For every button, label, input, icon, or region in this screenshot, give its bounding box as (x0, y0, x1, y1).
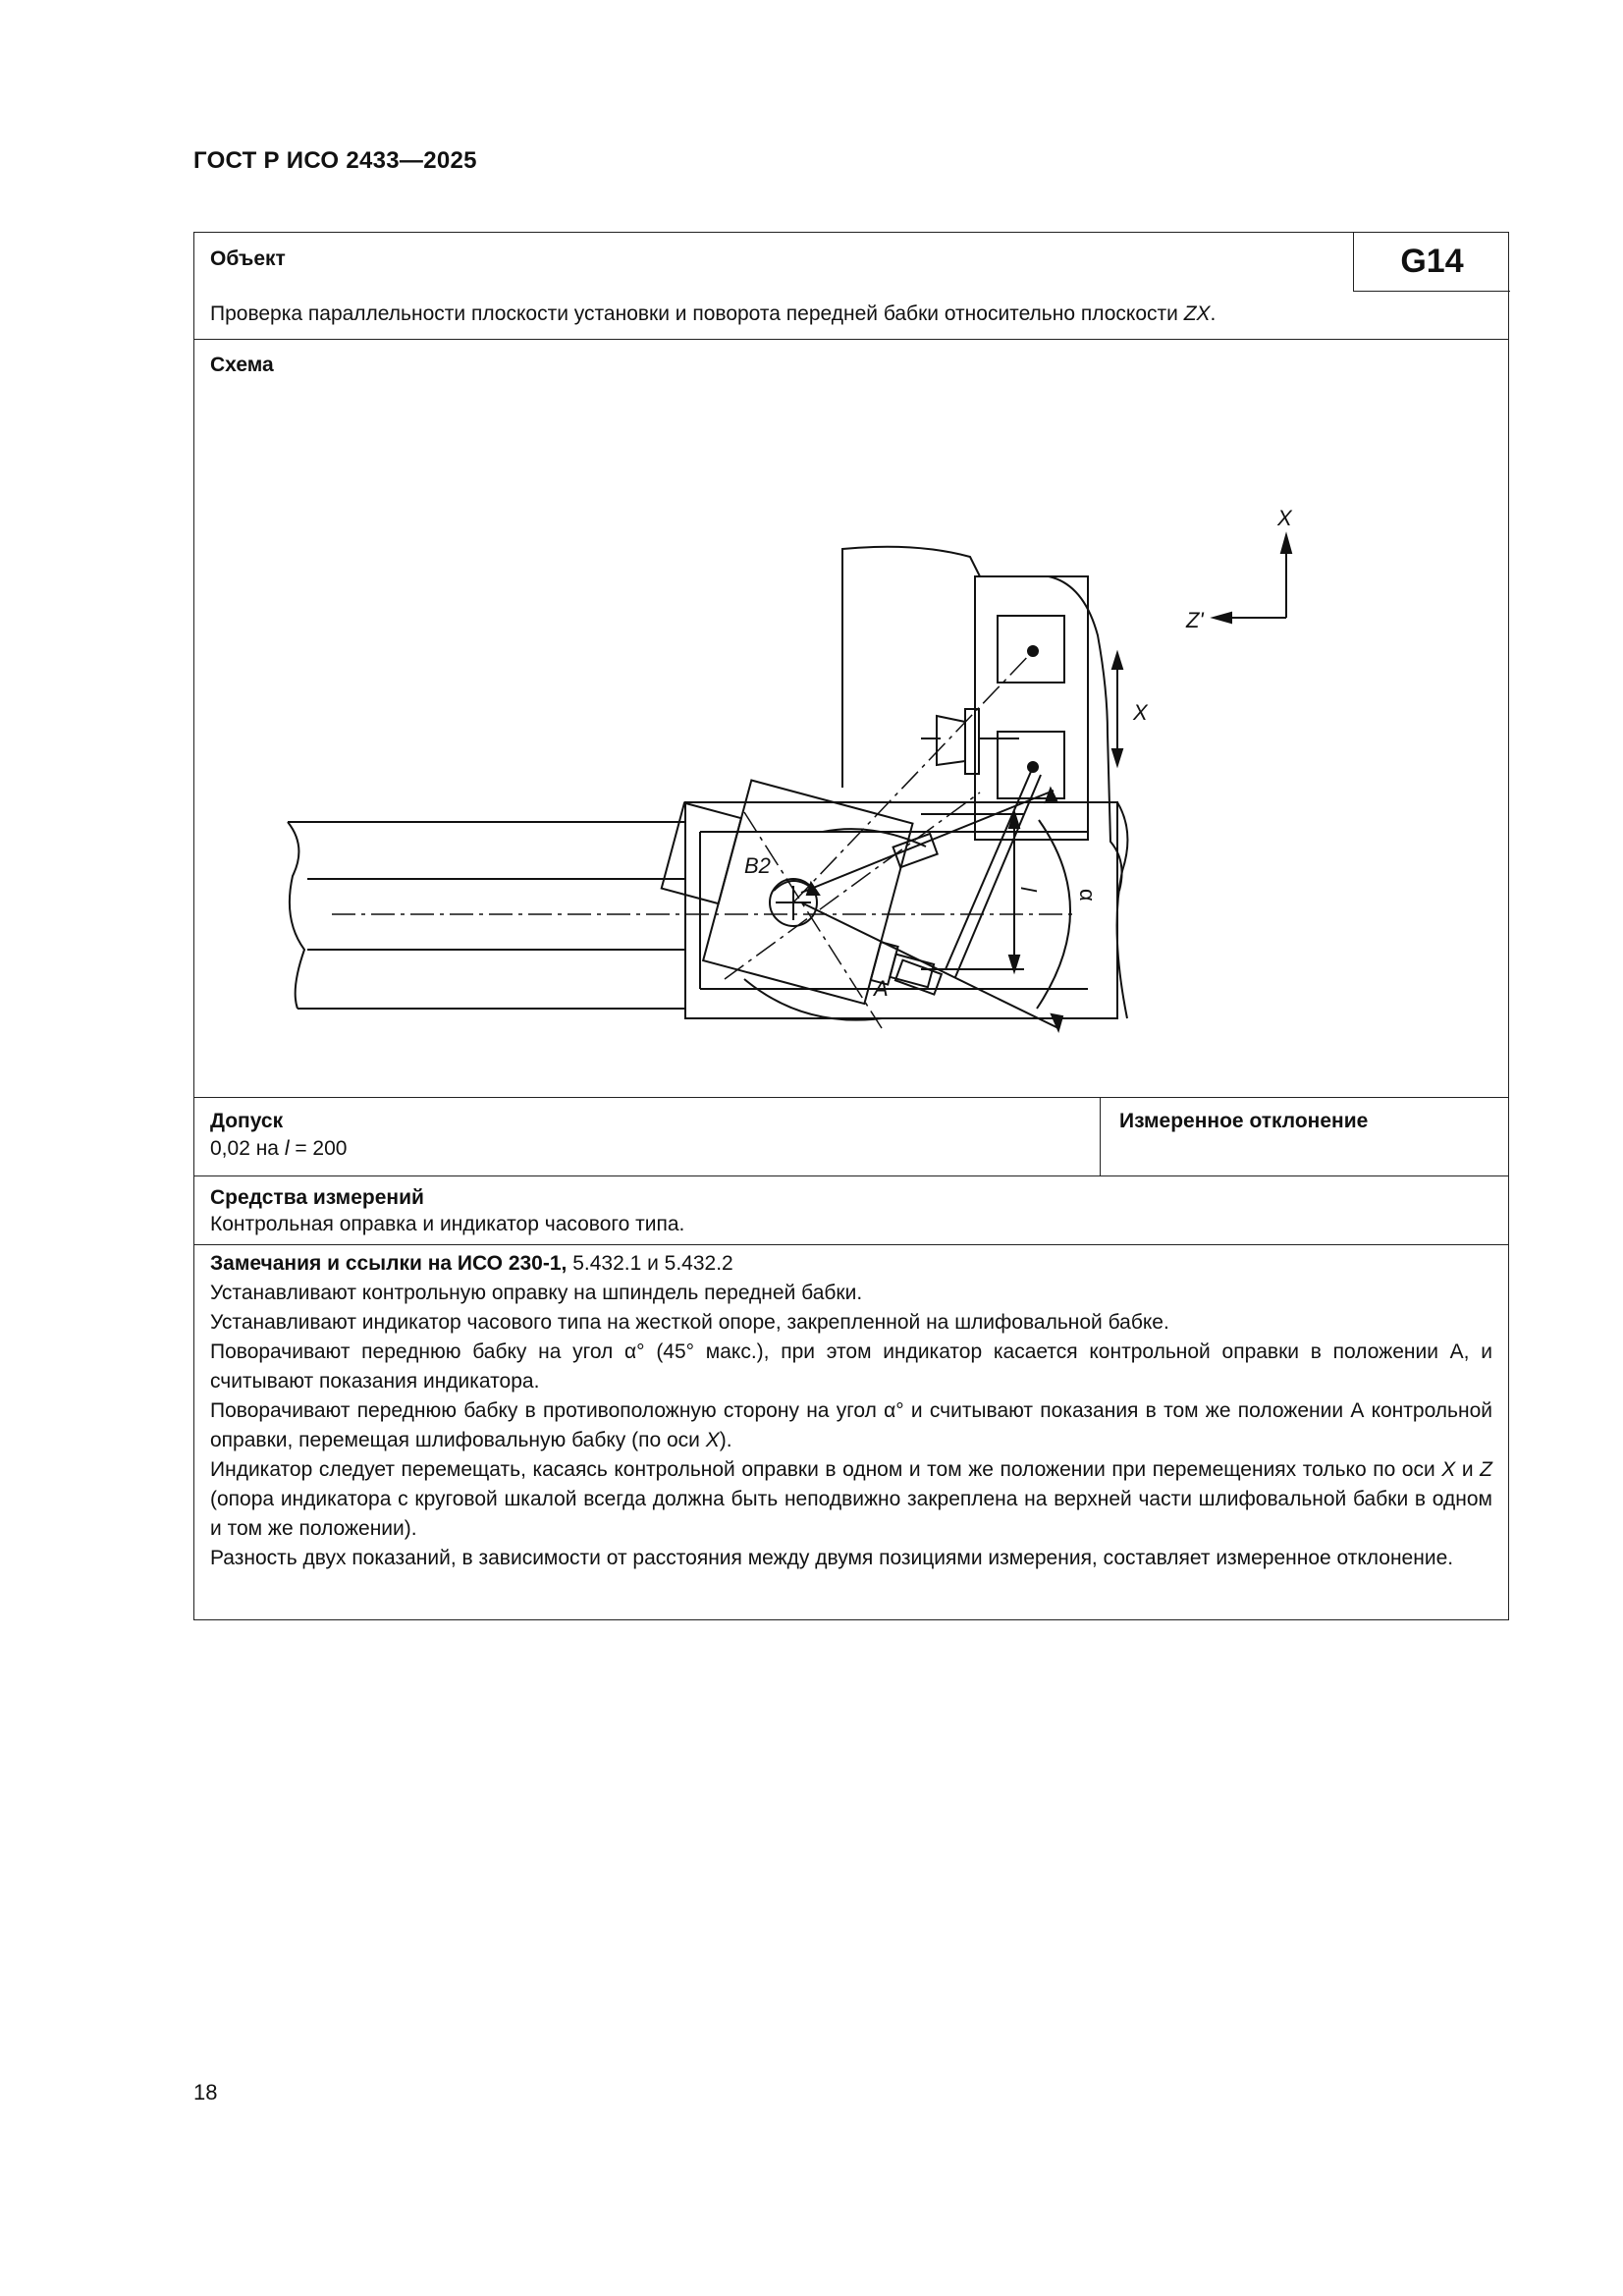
scheme-label: Схема (210, 354, 274, 376)
instruments-text: Контрольная оправка и индикатор часового типа. (210, 1213, 685, 1235)
spindle-axis-dash-2 (725, 793, 980, 979)
remarks-paragraph: Разность двух показаний, в зависимости от расстояния между двумя позициями измерения, составляет измеренное отклонение. (210, 1547, 1454, 1569)
document-header: ГОСТ Р ИСО 2433—2025 (193, 147, 477, 174)
indicator-holder (965, 709, 979, 774)
label-move-x: X (1133, 700, 1148, 725)
remarks-section (210, 1249, 1492, 1573)
object-label: Объект (210, 247, 286, 270)
headstock-table (685, 802, 1117, 1018)
test-code: G14 (1353, 233, 1510, 292)
scheme-drawing (194, 341, 1508, 1097)
tolerance-label: Допуск (210, 1110, 284, 1132)
remarks-paragraph: Поворачивают переднюю бабку на угол α° (45° макс.), при этом индикатор касается контрольной оправки в положении А, и считывают показания индикатора. (210, 1340, 1492, 1393)
divider (194, 1244, 1508, 1245)
label-angle-alpha: α (1075, 889, 1100, 902)
remarks-heading: Замечания и ссылки на ИСО 230-1, 5.432.1 и 5.432.2 (210, 1252, 733, 1275)
spindle-axis-dash-3 (744, 812, 882, 1028)
divider (1100, 1097, 1101, 1176)
tolerance-value: 0,02 на l = 200 (210, 1137, 348, 1160)
remarks-paragraph: Поворачивают переднюю бабку в противоположную сторону на угол α° и считывают показания в том же положении А контрольной оправки, перемещая шлифовальную бабку (по оси X). (210, 1399, 1492, 1451)
label-spindle-b2: B2 (744, 853, 771, 878)
label-axis-z: Z' (1186, 608, 1204, 632)
remarks-paragraph: Устанавливают контрольную оправку на шпиндель передней бабки. (210, 1282, 863, 1304)
indicator-arm-lower (946, 767, 1033, 969)
label-axis-x: X (1277, 506, 1292, 530)
angle-line-lower (801, 902, 1058, 1028)
remarks-paragraph: Устанавливают индикатор часового типа на жесткой опоре, закрепленной на шлифовальной бабке. (210, 1311, 1169, 1334)
object-description: Проверка параллельности плоскости установки и поворота передней бабки относительно плоскости ZX. (210, 302, 1217, 325)
divider (194, 339, 1508, 340)
remarks-paragraph: Индикатор следует перемещать, касаясь контрольной оправки в одном и том же положении при перемещениях только по оси X и Z (опора индикатора с круговой шкалой всегда должна быть неподвижно закреплена на верхней части шлифовальной бабки в одном и том же положении). (210, 1458, 1492, 1540)
angle-line-upper (801, 791, 1054, 893)
label-length-l: l (1016, 887, 1041, 892)
page-number: 18 (193, 2080, 218, 2105)
test-sheet-table (193, 232, 1509, 1620)
divider (194, 1097, 1508, 1098)
measured-deviation-label: Измеренное отклонение (1119, 1110, 1369, 1132)
indicator-stem (937, 716, 965, 765)
divider (194, 1175, 1508, 1176)
label-position-a: A (874, 976, 889, 1001)
instruments-label: Средства измерений (210, 1186, 424, 1209)
